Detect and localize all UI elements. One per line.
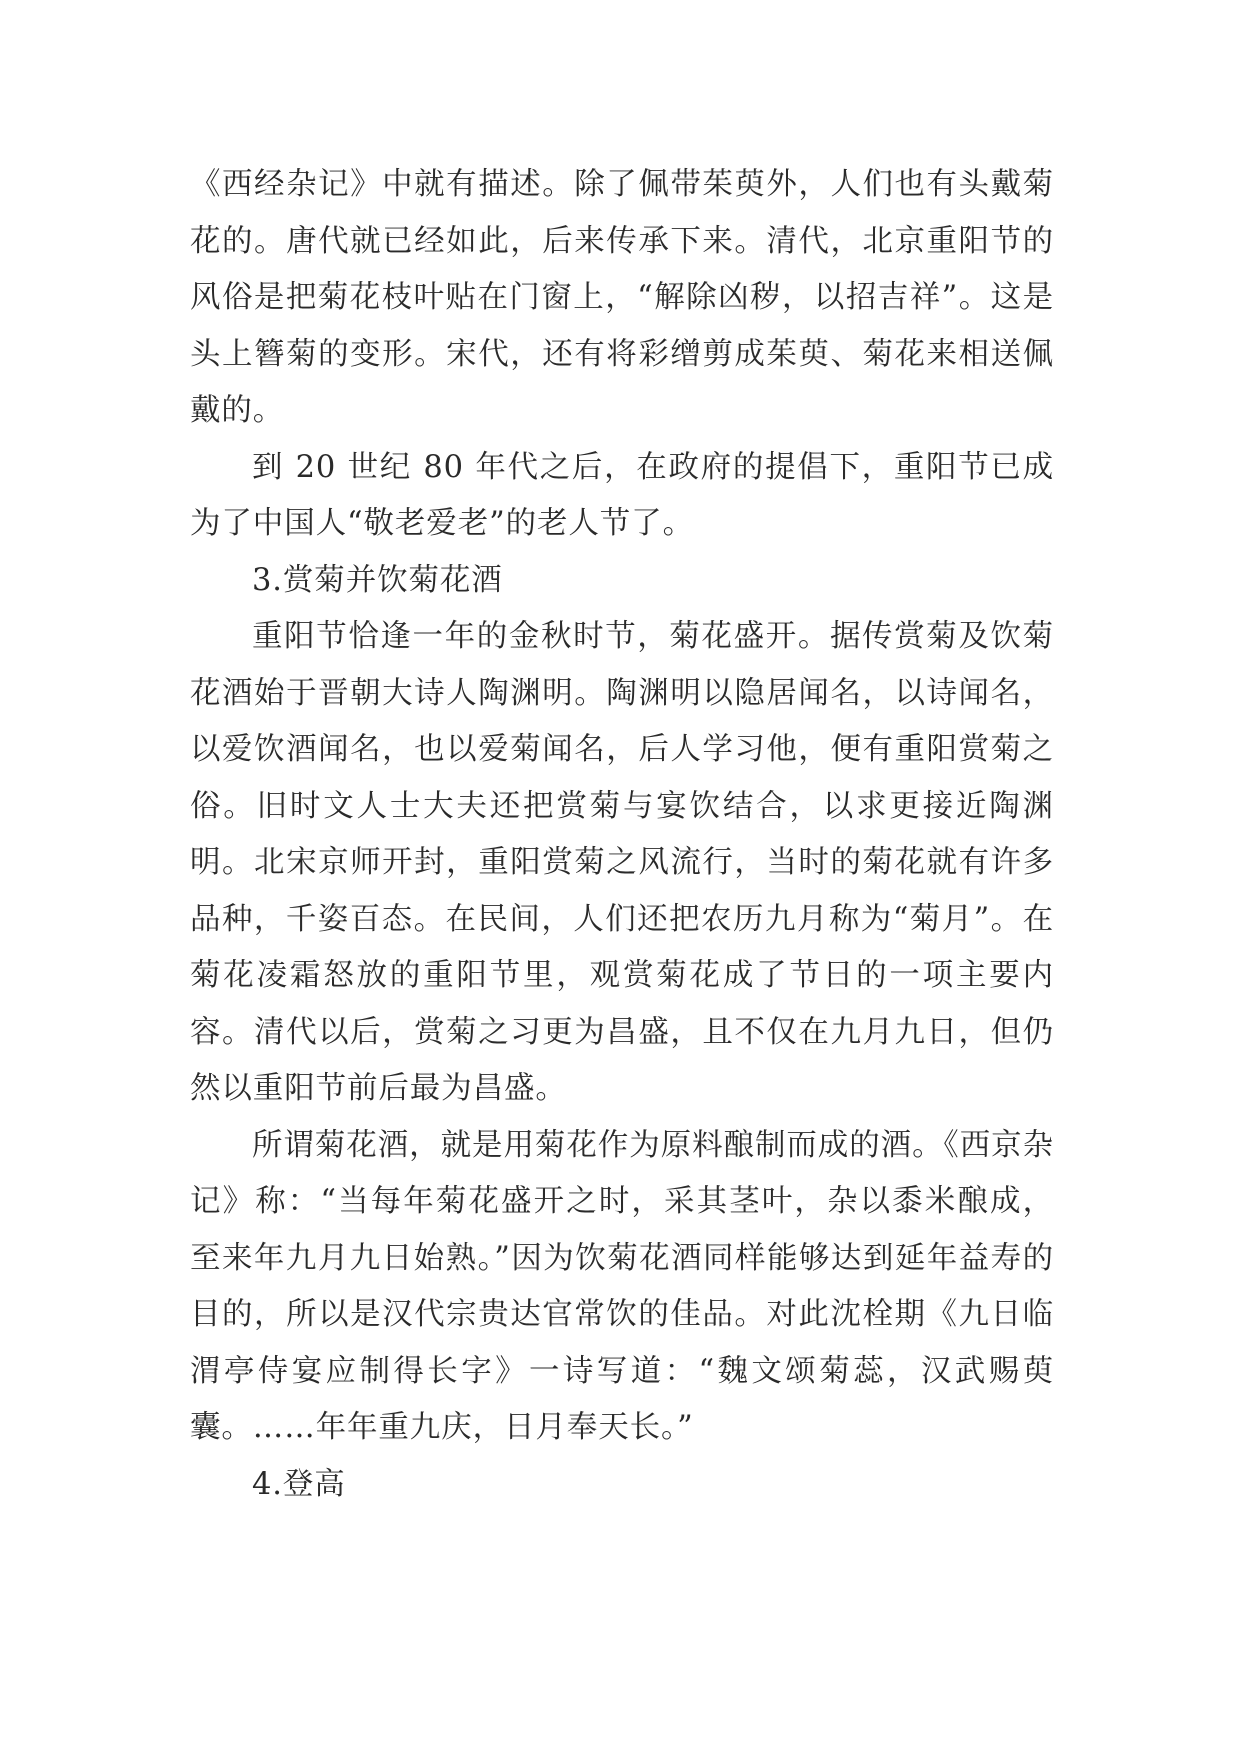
document-page xyxy=(190,157,1054,1513)
paragraph-headwear-chrysanthemum: 《西经杂记》中就有描述。除了佩带茱萸外，人们也有头戴菊花的。唐代就已经如此，后来传承下来。清代，北京重阳节的风俗是把菊花枝叶贴在门窗上，“解除凶秽，以招吉祥”。这是头上簪菊的变形。宋代，还有将彩缯剪成茱萸、菊花来相送佩戴的。 xyxy=(190,167,1054,428)
paragraph-admiring-chrysanthemums: 重阳节恰逢一年的金秋时节，菊花盛开。据传赏菊及饮菊花酒始于晋朝大诗人陶渊明。陶渊明以隐居闻名，以诗闻名，以爱饮酒闻名，也以爱菊闻名，后人学习他，便有重阳赏菊之俗。旧时文人士大夫还把赏菊与宴饮结合，以求更接近陶渊明。北宋京师开封，重阳赏菊之风流行，当时的菊花就有许多品种，千姿百态。在民间，人们还把农历九月称为“菊月”。在菊花凌霜怒放的重阳节里，观赏菊花成了节日的一项主要内容。清代以后，赏菊之习更为昌盛，且不仅在九月九日，但仍然以重阳节前后最为昌盛。 xyxy=(190,619,1054,1106)
paragraph-chrysanthemum-wine: 所谓菊花酒，就是用菊花作为原料酿制而成的酒。《西京杂记》称：“当每年菊花盛开之时，采其茎叶，杂以黍米酿成，至来年九月九日始熟。”因为饮菊花酒同样能够达到延年益寿的目的，所以是汉代宗贵达官常饮的佳品。对此沈栓期《九日临渭亭侍宴应制得长字》一诗写道：“魏文颂菊蕊，汉武赐萸囊。……年年重九庆，日月奉天长。” xyxy=(190,1127,1054,1445)
paragraph-seniors-day: 到 20 世纪 80 年代之后，在政府的提倡下，重阳节已成为了中国人“敬老爱老”的老人节了。 xyxy=(190,449,1054,541)
section-heading-chrysanthemum-wine: 3.赏菊并饮菊花酒 xyxy=(252,562,503,598)
section-heading-climbing: 4.登高 xyxy=(252,1466,346,1502)
